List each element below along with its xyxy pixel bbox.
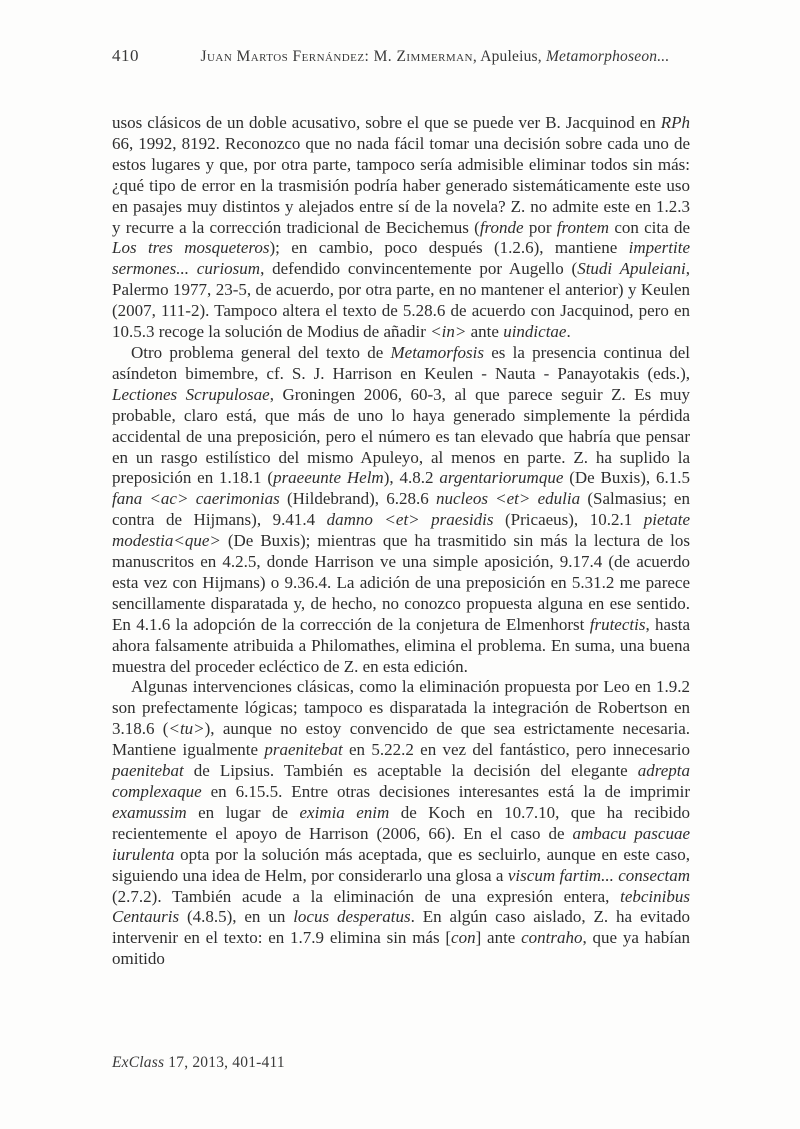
page-number: 410 [112, 46, 139, 65]
running-title: Juan Martos Fernández: M. Zimmerman, Apuleius, Metamorphoseon... [200, 48, 670, 65]
body-paragraph-1: usos clásicos de un doble acusativo, sobre el que se puede ver B. Jacquinod en RPh 66, 1992, 8192. Reconozco que no nada fácil tomar una decisión sobre cada uno de estos lugares y que, por otra parte, tampoco sería admisible eliminar todos sin más: ¿qué tipo de error en la trasmisión podría haber generado sistemáticamente este uso en pasajes muy distintos y alejados entre sí de la novela? Z. no admite este en 1.2.3 y recurre a la corrección tradicional de Becichemus (fronde por frontem con cita de Los tres mosqueteros); en cambio, poco después (1.2.6), mantiene impertite sermones... curiosum, defendido convincentemente por Augello (Studi Apuleiani, Palermo 1977, 23-5, de acuerdo, por otra parte, en no mantener el anterior) y Keulen (2007, 111-2). Tampoco altera el texto de 5.28.6 de acuerdo con Jacquinod, pero en 10.5.3 recoge la solución de Modius de añadir <in> ante uindictae. [112, 113, 691, 342]
body-text [112, 113, 690, 970]
body-paragraph-3: Algunas intervenciones clásicas, como la eliminación propuesta por Leo en 1.9.2 son prefectamente lógicas; tampoco es disparatada la integración de Robertson en 3.18.6 (<tu>), aunque no estoy convencido de que sea estrictamente necesaria. Mantiene igualmente praenitebat en 5.22.2 en vez del fantástico, pero innecesario paenitebat de Lipsius. También es aceptable la decisión del elegante adrepta complexaque en 6.15.5. Entre otras decisiones interesantes está la de imprimir examussim en lugar de eximia enim de Koch en 10.7.10, que ha recibido recientemente el apoyo de Harrison (2006, 66). En el caso de ambacu pascuae iurulenta opta por la solución más aceptada, que es secluirlo, aunque en este caso, siguiendo una idea de Helm, por considerarlo una glosa a viscum fartim... consectam (2.7.2). También acude a la eliminación de una expresión entera, tebcinibus Centauris (4.8.5), en un locus desperatus. En algún caso aislado, Z. ha evitado intervenir en el texto: en 1.7.9 elimina sin más [con] ante contraho, que ya habían omitido [112, 677, 691, 969]
journal-footer: ExClass 17, 2013, 401-411 [112, 1054, 285, 1071]
body-paragraph-2: Otro problema general del texto de Metamorfosis es la presencia continua del asíndeton bimembre, cf. S. J. Harrison en Keulen - Nauta - Panayotakis (eds.), Lectiones Scrupulosae, Groningen 2006, 60-3, al que parece seguir Z. Es muy probable, claro está, que más de uno lo haya generado simplemente la pérdida accidental de una preposición, pero el número es tan elevado que habría que pensar en un rasgo estilístico del mismo Apuleyo, al menos en parte. Z. ha suplido la preposición en 1.18.1 (praeeunte Helm), 4.8.2 argentariorumque (De Buxis), 6.1.5 fana <ac> caerimonias (Hildebrand), 6.28.6 nucleos <et> edulia (Salmasius; en contra de Hijmans), 9.41.4 damno <et> praesidis (Pricaeus), 10.2.1 pietate modestia<que> (De Buxis); mientras que ha trasmitido sin más la lectura de los manuscritos en 4.2.5, donde Harrison ve una simple aposición, 9.17.4 (de acuerdo esta vez con Hijmans) o 9.36.4. La adición de una preposición en 5.31.2 me parece sencillamente disparatada y, de hecho, no conozco propuesta alguna en ese sentido. En 4.1.6 la adopción de la corrección de la conjetura de Elmenhorst frutectis, hasta ahora falsamente atribuida a Philomathes, elimina el problema. En suma, una buena muestra del proceder ecléctico de Z. en esta edición. [112, 342, 691, 676]
page-header [112, 46, 690, 67]
